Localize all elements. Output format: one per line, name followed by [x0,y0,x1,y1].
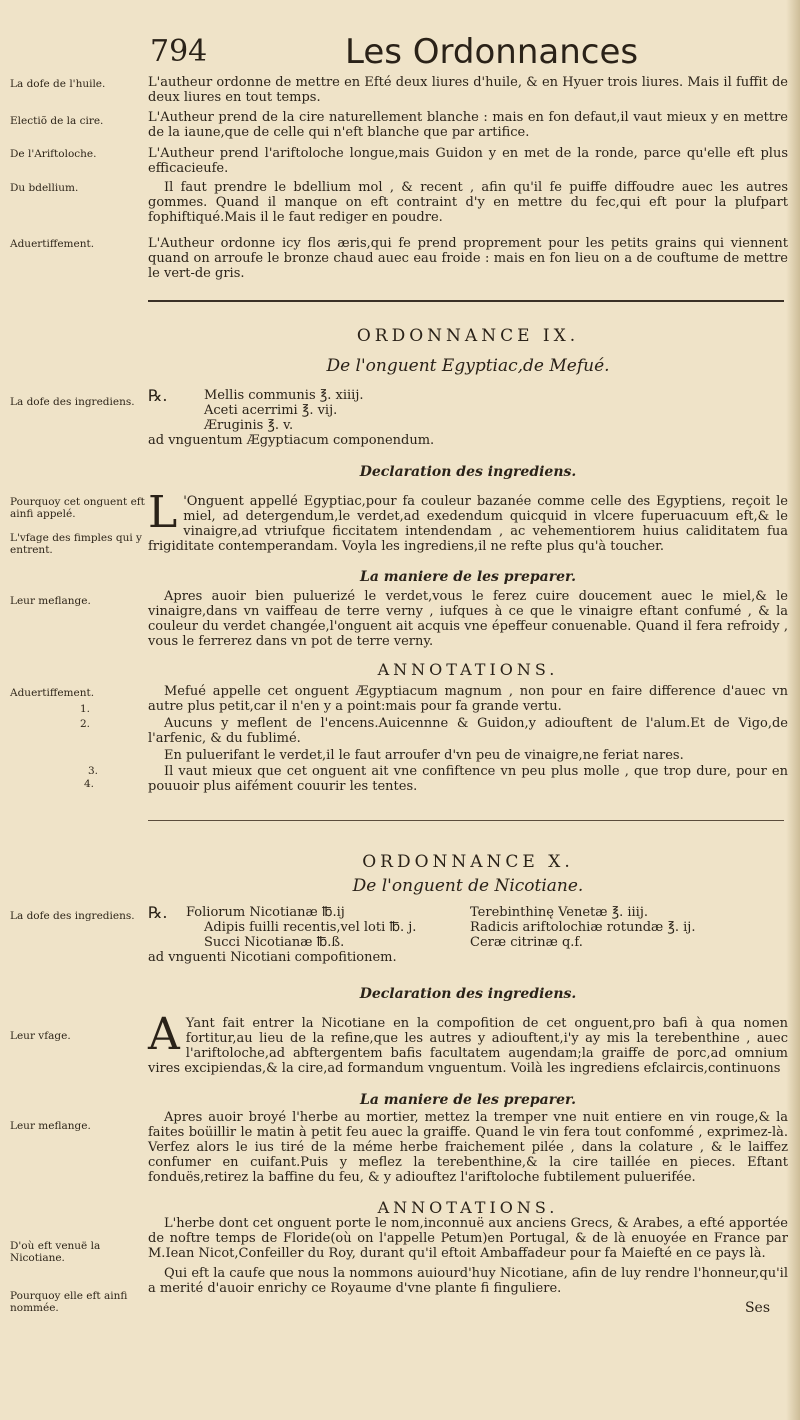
paragraph-text: Il faut prendre le bdellium mol , & recent , afin qu'il fe puiffe diffoudre auec les autres gommes. Quand il manque on eft contraint d'y en mettre du fec,qui eft pour la plufpart fophiftiqué.Mais il le faut rediger en poudre. [148,180,788,225]
catchword: Ses [744,1300,770,1316]
margin-note: Du bdellium. [10,182,79,194]
drop-cap: A [148,1009,180,1060]
paragraph-text: L'herbe dont cet onguent porte le nom,inconnuë aux anciens Grecs, & Arabes, a efté apportée de noftre temps de Floride(où on l'appelle Petum)en Portugal, & de là enuoyée en France par M.Iean Nicot,Confeiller du Roy, durant qu'il eftoit Ambaffadeur pour fa Maiefté en ce pays là. [148,1216,788,1261]
subheading: Declaration des ingrediens. [359,986,577,1002]
paragraph [148,684,788,714]
margin-note: Pourquoy cet onguent eft ainfi appelé. [10,496,145,520]
margin-note: De l'Ariftoloche. [10,148,97,160]
paragraph [148,748,788,763]
recipe-symbol: ℞. [148,386,168,405]
paragraph [148,1009,788,1076]
ingredient: Æruginis ℥. v. [204,418,294,433]
ingredient: Terebinthinę Venetæ ℥. iiij. [470,905,649,920]
paragraph [148,1216,788,1261]
ingredient: Succi Nicotianæ ℔.ß. [204,935,345,950]
paragraph-text: Il vaut mieux que cet onguent ait vne confiftence vn peu plus molle , que trop dure, pour en pouuoir plus aifément couurir les tentes. [148,764,788,794]
paragraph [148,589,788,649]
paragraph-text: Apres auoir bien puluerizé le verdet,vous le ferez cuire doucement auec le miel,& le vinaigre,dans vn vaiffeau de terre verny , iufques à ce que le vinaigre eftant confumé , & la couleur du verdet changée,l'onguent ait acquis vne épeffeur conuenable. Quand il fera refroidy , vous le ferrerez dans vn pot de terre verny. [148,589,788,649]
subheading: La maniere de les preparer. [360,1092,576,1108]
paragraph-text: En puluerifant le verdet,il le faut arroufer d'vn peu de vinaigre,ne feriat nares. [164,748,684,763]
paragraph-text: L'autheur ordonne de mettre en Efté deux liures d'huile, & en Hyuer trois liures. Mais il fuffit de deux liures en tout temps. [148,75,788,105]
paragraph [148,1110,788,1185]
paragraph-text: Qui eft la caufe que nous la nommons auiourd'huy Nicotiane, afin de luy rendre l'honneur,qu'il a merité d'auoir enrichy ce Royaume d'vne plante fi finguliere. [148,1266,788,1296]
margin-note: Aduertiffement. [10,687,95,699]
ingredient: Mellis communis ℥. xiiij. [204,388,364,403]
ingredient: Aceti acerrimi ℥. vij. [204,403,338,418]
paragraph-text: 'Onguent appellé Egyptiac,pour fa couleur bazanée comme celle des Egyptiens, reçoit le miel, ad detergendum,le verdet,ad exedendum quicquid in vlcere fuperuacuum eft,& le vinaigre,ad vtriufque ficcitatem intendendam , ac vehementiorem huius caliditatem fua frigiditate contemperandam. Voyla les ingrediens,il ne refte plus qu'à toucher. [148,494,788,554]
margin-note: Pourquoy elle eft ainfi nommée. [10,1290,128,1314]
subheading: Declaration des ingrediens. [359,464,577,480]
paragraph-text: Aucuns y meflent de l'encens.Auicennne & Guidon,y adiouftent de l'alum.Et de Vigo,de l'arfenic, & du fublimé. [148,716,788,746]
paragraph [148,487,788,554]
recipe [148,905,788,967]
divider [148,300,784,302]
annotations-heading: ANNOTATIONS. [377,1198,559,1217]
ingredient: Radicis ariftolochiæ rotundæ ℥. ij. [470,920,696,935]
paragraph-text: Mefué appelle cet onguent Ægyptiacum magnum , non pour en faire difference d'auec vn autre plus petit,car il n'en y a point:mais pour fa grande vertu. [148,684,788,714]
paragraph-text: L'Autheur prend de la cire naturellement blanche : mais en fon defaut,il vaut mieux y en mettre de la iaune,que de celle qui n'eft blanche que par artifice. [148,110,788,140]
margin-note: Leur meflange. [10,1120,91,1132]
ingredient: Foliorum Nicotianæ ℔.ij [186,905,345,920]
section-subtitle: De l'onguent Egyptiac,de Mefué. [326,356,610,376]
paragraph-text: Apres auoir broyé l'herbe au mortier, mettez la tremper vne nuit entiere en vin rouge,& la faites boüillir le matin à petit feu auec la graiffe. Quand le vin fera tout confommé , exprimez-là. Verfez alors le ius tiré de la méme herbe fraichement pilée , dans la colature , & le laiffez confumer en cuifant.Puis y meflez la terebenthine,& la cire taillée en pieces. Eftant fonduës,retirez la baffine du feu, & y adiouftez l'ariftoloche fubtilement puluerifée. [148,1110,788,1185]
paragraph [148,236,788,281]
recipe-purpose: ad vnguenti Nicotiani compofitionem. [148,950,397,965]
margin-note: 4. [84,778,95,790]
paragraph [148,75,788,105]
margin-note: Leur meflange. [10,595,91,607]
paragraph [148,764,788,794]
ingredient: Ceræ citrinæ q.f. [470,935,583,950]
subheading: La maniere de les preparer. [360,569,576,585]
margin-note: 3. [88,765,99,777]
recipe [148,388,788,448]
paragraph-text: Yant fait entrer la Nicotiane en la compofition de cet onguent,pro bafi à qua nomen fortitur,au lieu de la refine,que les autres y adiouftent,i'y ay mis la terebenthine , auec l'ariftoloche,ad abftergentem bafis facultatem augendam;la graiffe de porc,ad omnium vires excipiendas,& la cire,ad formandum vnguentum. Voilà les ingrediens efclaircis,continuons [148,1016,788,1076]
paragraph-text: L'Autheur ordonne icy flos æris,qui fe prend proprement pour les petits grains qui viennent quand on arroufe le bronze chaud auec eau froide : mais en fon lieu on a de couftume de mettre le vert-de gris. [148,236,788,281]
recipe-symbol: ℞. [148,903,168,922]
paragraph [148,1266,788,1296]
annotations-heading: ANNOTATIONS. [377,660,559,679]
section-title: ORDONNANCE X. [362,852,574,872]
ingredient: Adipis fuilli recentis,vel loti ℔. j. [204,920,417,935]
margin-note: La dofe de l'huile. [10,78,106,90]
margin-note: Leur vfage. [10,1030,71,1042]
running-title: Les Ordonnances [345,32,639,72]
recipe-purpose: ad vnguentum Ægyptiacum componendum. [148,433,435,448]
drop-cap: L [148,487,178,538]
section-title: ORDONNANCE IX. [356,326,580,346]
paragraph [148,180,788,225]
page-edge [786,0,800,1420]
divider [148,820,784,821]
margin-note: L'vfage des fimples qui y entrent. [10,532,142,556]
margin-note: D'où eft venuë la Nicotiane. [10,1240,101,1264]
margin-note: La dofe des ingrediens. [10,396,135,408]
margin-note: La dofe des ingrediens. [10,910,135,922]
paragraph-text: L'Autheur prend l'ariftoloche longue,mais Guidon y en met de la ronde, parce qu'elle eft plus efficacieufe. [148,146,788,176]
margin-note: Electiõ de la cire. [10,115,104,127]
page-number: 794 [150,34,208,69]
section-subtitle: De l'onguent de Nicotiane. [352,876,584,896]
margin-note: Aduertiffement. [10,238,95,250]
paragraph [148,716,788,746]
margin-note: 1. [80,703,91,715]
page-header [150,34,770,80]
margin-note: 2. [80,718,91,730]
paragraph [148,110,788,140]
paragraph [148,146,788,176]
